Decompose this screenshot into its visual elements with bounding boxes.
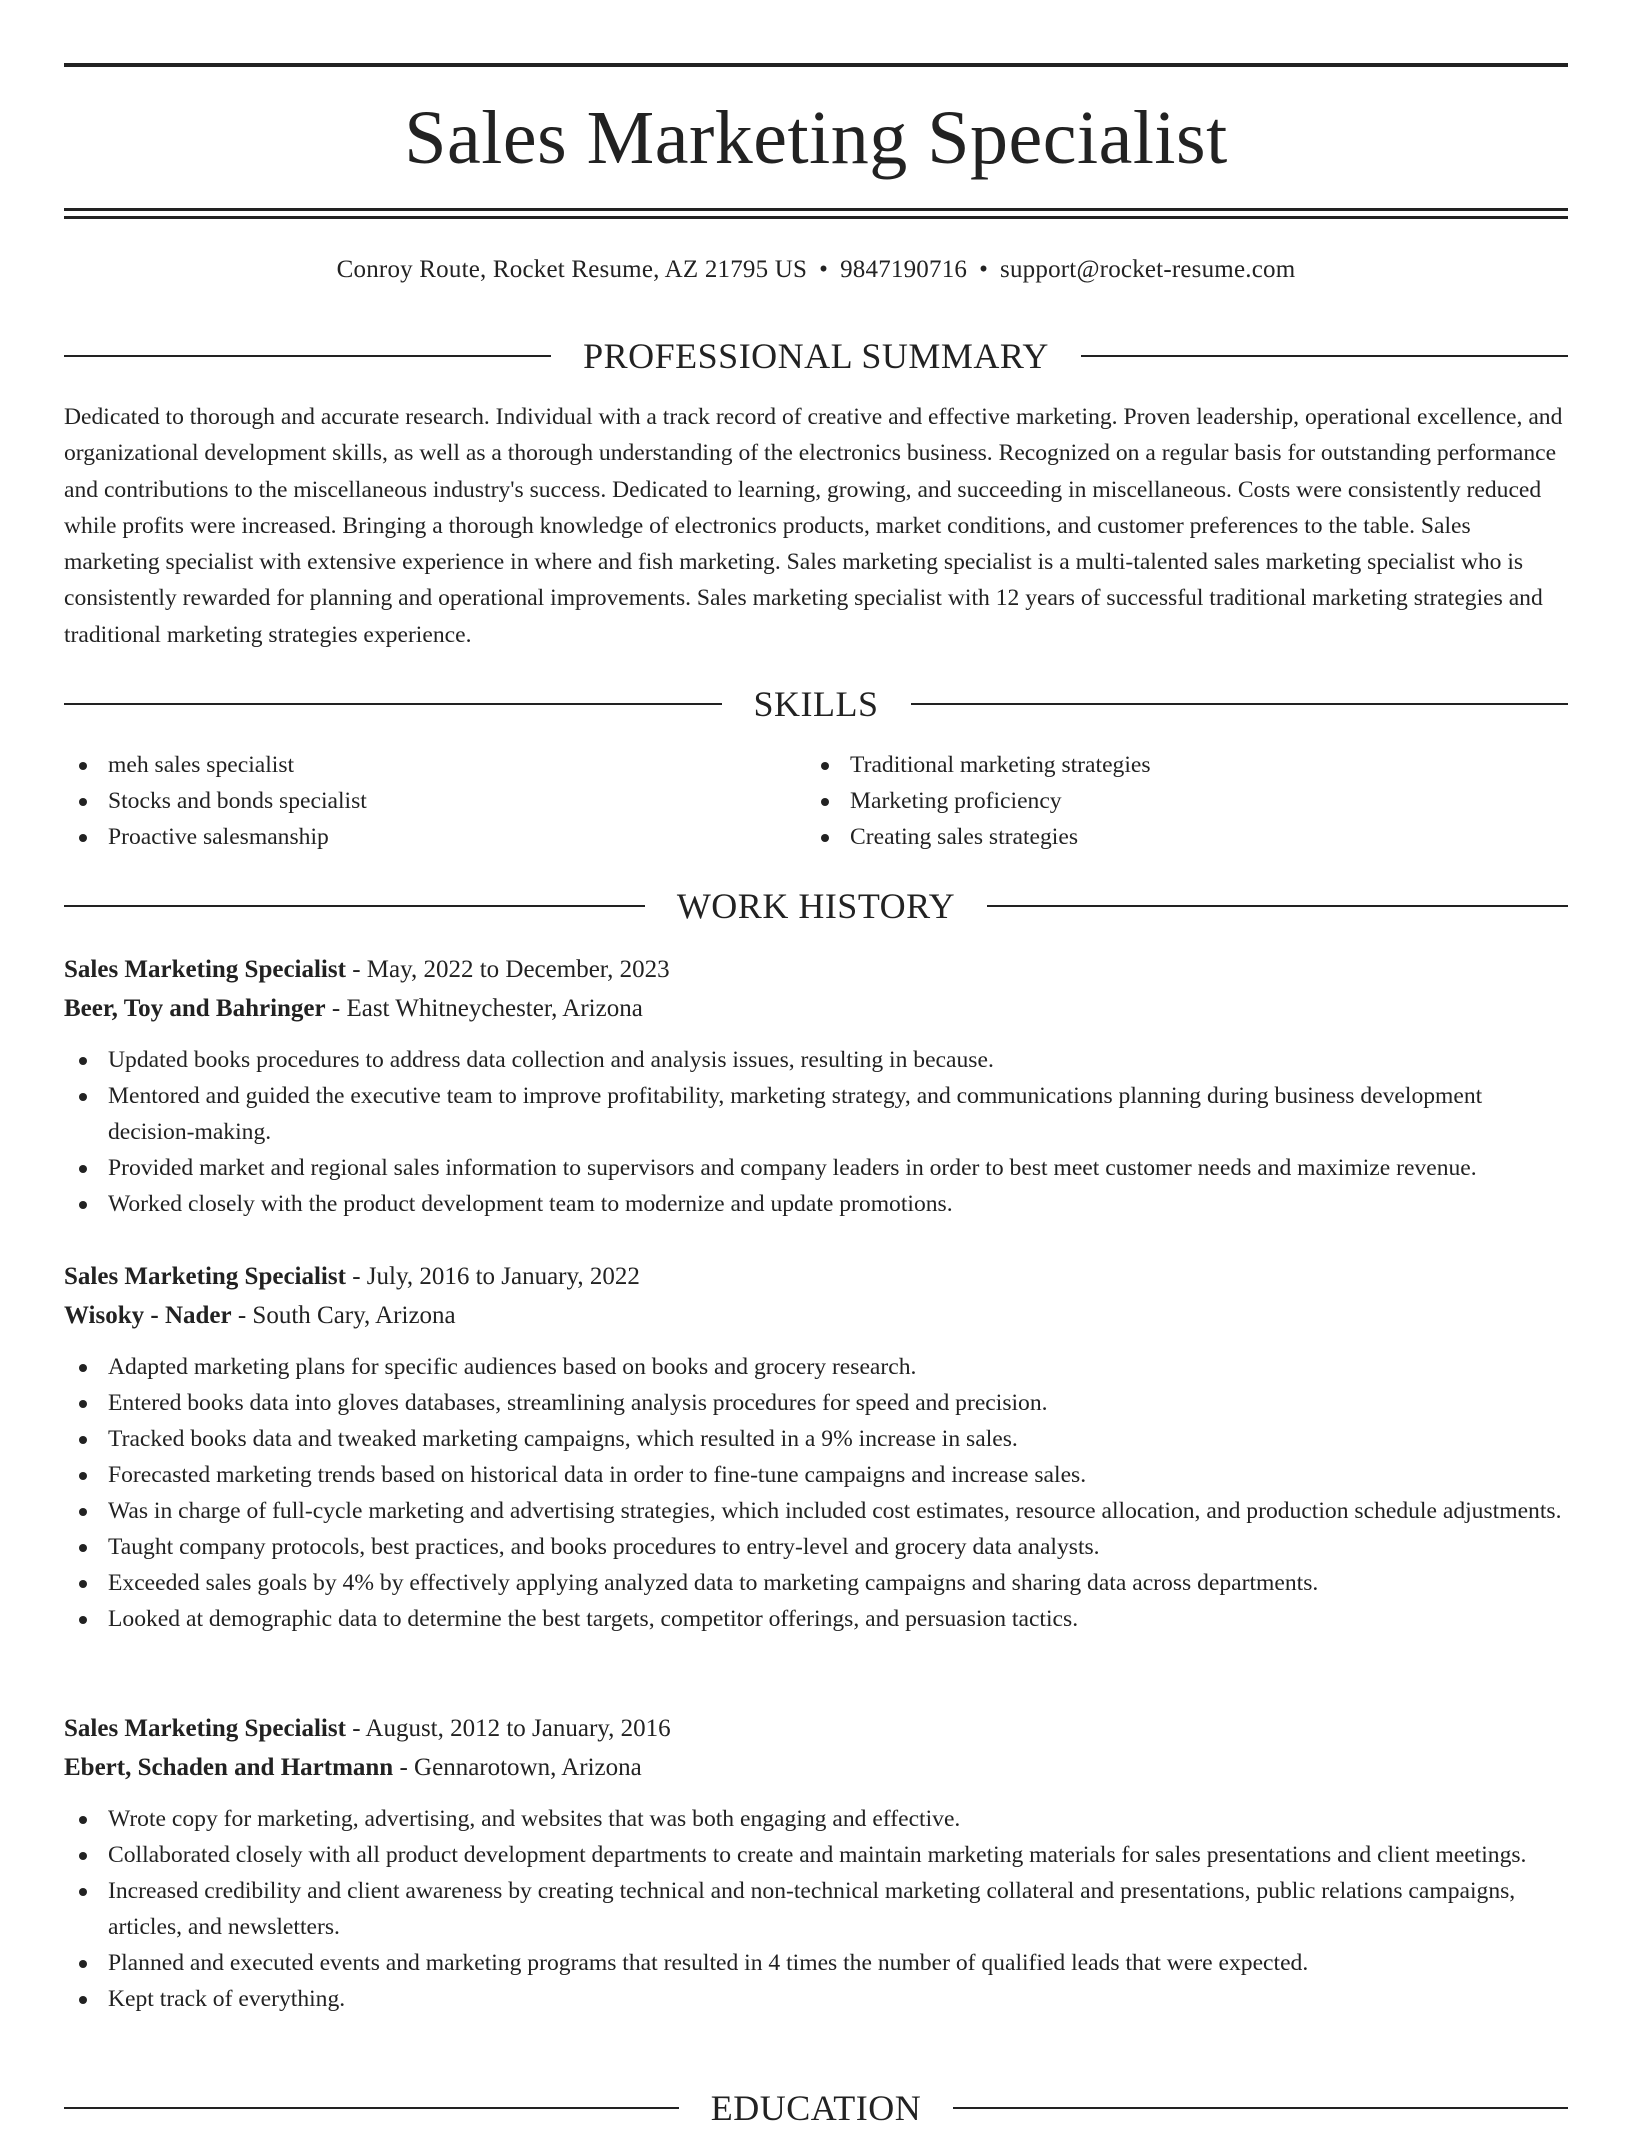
skills-column-left: [64, 747, 806, 855]
heading-rule: [953, 2107, 1568, 2109]
job-bullet: Taught company protocols, best practices, and books procedures to entry-level and grocery data analysts.: [64, 1529, 1568, 1565]
section-heading-skills: [64, 682, 1568, 726]
contact-email: support@rocket-resume.com: [1000, 256, 1296, 283]
section-title: SKILLS: [753, 684, 879, 724]
resume-title: Sales Marketing Specialist: [404, 96, 1228, 180]
job-role: Sales Marketing Specialist: [64, 1263, 346, 1290]
job-bullet: Looked at demographic data to determine the best targets, competitor offerings, and persuasion tactics.: [64, 1601, 1568, 1637]
job-company: Beer, Toy and Bahringer: [64, 995, 326, 1022]
job-location: - Gennarotown, Arizona: [393, 1754, 642, 1781]
job-company-line: [64, 989, 1568, 1028]
job-entry: [64, 950, 1568, 1222]
job-bullet: Tracked books data and tweaked marketing campaigns, which resulted in a 9% increase in sales.: [64, 1421, 1568, 1457]
skill-item: Stocks and bonds specialist: [64, 783, 806, 819]
job-entry: [64, 1709, 1568, 2017]
job-bullet: Worked closely with the product development team to modernize and update promotions.: [64, 1186, 1568, 1222]
summary-paragraph: Dedicated to thorough and accurate research. Individual with a track record of creative and effective marketing. Proven leadership, operational excellence, and organizational development skills, as well as a thorough understanding of the electronics business. Recognized on a regular basis for outstanding performance and contributions to the miscellaneous industry's success. Dedicated to learning, growing, and succeeding in miscellaneous. Costs were consistently reduced while profits were increased. Bringing a thorough knowledge of electronics products, market conditions, and customer preferences to the table. Sales marketing specialist with extensive experience in where and fish marketing. Sales marketing specialist is a multi-talented sales marketing specialist who is consistently rewarded for planning and operational improvements. Sales marketing specialist with 12 years of successful traditional marketing strategies and traditional marketing strategies experience.: [64, 404, 1563, 648]
contact-line: [64, 254, 1568, 286]
contact-separator: •: [979, 256, 989, 283]
job-bullets: [64, 1349, 1568, 1637]
skills-column-right: [806, 747, 1548, 855]
job-bullet: Mentored and guided the executive team to improve profitability, marketing strategy, and communications planning during business development decision-making.: [64, 1078, 1568, 1150]
job-role: Sales Marketing Specialist: [64, 1715, 346, 1742]
heading-rule: [64, 905, 645, 907]
heading-rule: [64, 2107, 679, 2109]
job-location: - East Whitneychester, Arizona: [325, 995, 643, 1022]
job-bullet: Adapted marketing plans for specific audiences based on books and grocery research.: [64, 1349, 1568, 1385]
job-role: Sales Marketing Specialist: [64, 956, 346, 983]
contact-phone: 9847190716: [840, 256, 968, 283]
job-dates: - July, 2016 to January, 2022: [345, 1263, 640, 1290]
section-title: PROFESSIONAL SUMMARY: [583, 336, 1049, 376]
job-bullet: Exceeded sales goals by 4% by effectively applying analyzed data to marketing campaigns and sharing data across departments.: [64, 1565, 1568, 1601]
contact-address: Conroy Route, Rocket Resume, AZ 21795 US: [336, 256, 808, 283]
job-bullet: Wrote copy for marketing, advertising, and websites that was both engaging and effective.: [64, 1801, 1568, 1837]
section-heading-work-history: [64, 884, 1568, 928]
job-bullet: Updated books procedures to address data collection and analysis issues, resulting in because.: [64, 1042, 1568, 1078]
section-title: WORK HISTORY: [676, 886, 956, 926]
contact-separator: •: [819, 256, 829, 283]
job-title-line: [64, 1709, 1568, 1748]
section-title: EDUCATION: [710, 2088, 922, 2128]
top-rule: [64, 63, 1568, 67]
heading-rule: [1081, 355, 1568, 357]
job-title-line: [64, 950, 1568, 989]
section-heading-education: [64, 2086, 1568, 2130]
heading-rule: [987, 905, 1568, 907]
job-bullet: Planned and executed events and marketing programs that resulted in 4 times the number of qualified leads that were expected.: [64, 1945, 1568, 1981]
job-company-line: [64, 1296, 1568, 1335]
skill-item: meh sales specialist: [64, 747, 806, 783]
skill-item: Creating sales strategies: [806, 819, 1548, 855]
job-bullet: Kept track of everything.: [64, 1981, 1568, 2017]
section-heading-summary: [64, 334, 1568, 378]
job-bullet: Collaborated closely with all product development departments to create and maintain marketing materials for sales presentations and client meetings.: [64, 1837, 1568, 1873]
job-bullet: Provided market and regional sales information to supervisors and company leaders in order to best meet customer needs and maximize revenue.: [64, 1150, 1568, 1186]
job-bullet: Entered books data into gloves databases, streamlining analysis procedures for speed and precision.: [64, 1385, 1568, 1421]
job-bullet: Was in charge of full-cycle marketing and advertising strategies, which included cost estimates, resource allocation, and production schedule adjustments.: [64, 1493, 1568, 1529]
heading-rule: [64, 703, 722, 705]
skill-item: Proactive salesmanship: [64, 819, 806, 855]
job-bullet: Forecasted marketing trends based on historical data in order to fine-tune campaigns and increase sales.: [64, 1457, 1568, 1493]
title-rule-lower: [64, 216, 1568, 219]
skills-grid: [64, 747, 1568, 855]
skill-item: Traditional marketing strategies: [806, 747, 1548, 783]
job-bullets: [64, 1801, 1568, 2017]
heading-rule: [64, 355, 551, 357]
job-bullet: Increased credibility and client awareness by creating technical and non-technical marketing collateral and presentations, public relations campaigns, articles, and newsletters.: [64, 1873, 1568, 1945]
job-location: - South Cary, Arizona: [231, 1302, 456, 1329]
heading-rule: [911, 703, 1569, 705]
job-company: Wisoky - Nader: [64, 1302, 232, 1329]
job-title-line: [64, 1257, 1568, 1296]
job-company-line: [64, 1748, 1568, 1787]
job-bullets: [64, 1042, 1568, 1222]
skill-item: Marketing proficiency: [806, 783, 1548, 819]
title-rule-upper: [64, 208, 1568, 211]
job-dates: - August, 2012 to January, 2016: [345, 1715, 671, 1742]
job-entry: [64, 1257, 1568, 1637]
job-dates: - May, 2022 to December, 2023: [345, 956, 670, 983]
job-company: Ebert, Schaden and Hartmann: [64, 1754, 394, 1781]
